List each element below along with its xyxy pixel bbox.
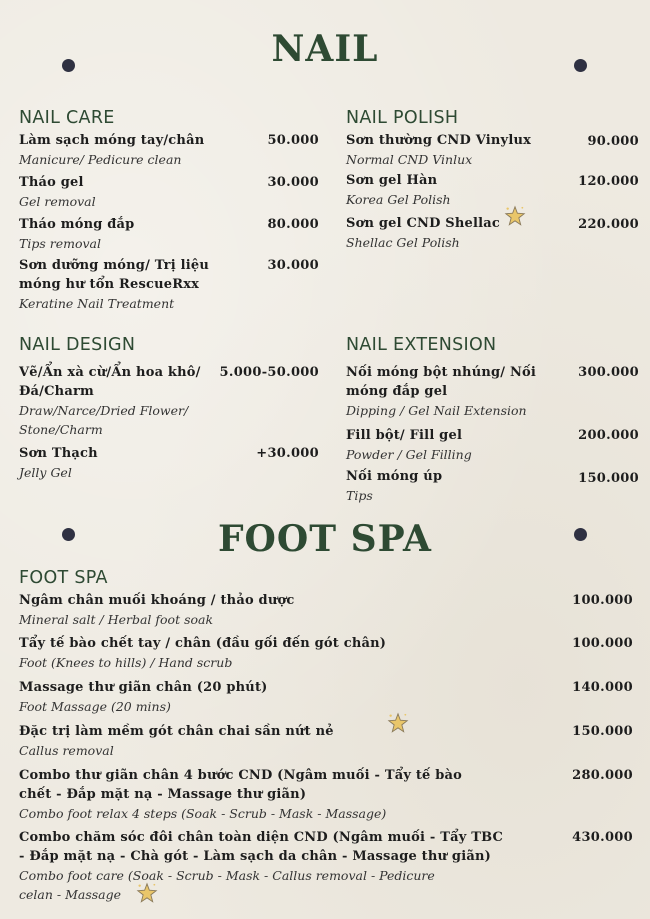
menu-item — [346, 467, 442, 505]
item-price: 430.000 — [572, 830, 633, 845]
menu-item — [19, 678, 268, 716]
item-name: Tháo gel — [19, 175, 84, 190]
item-subtitle: Manicure/ Pedicure clean — [19, 152, 182, 167]
item-name: Vẽ/Ẩn xà cừ/Ẩn hoa khô/ — [19, 365, 201, 380]
item-subtitle: Normal CND Vinlux — [346, 152, 473, 167]
item-price: 220.000 — [578, 217, 639, 232]
menu-item — [19, 131, 204, 169]
item-price: 80.000 — [267, 217, 319, 232]
menu-item — [346, 426, 472, 464]
title-nail: NAIL — [271, 28, 379, 70]
star-sparkle-icon — [387, 712, 409, 734]
item-price: 30.000 — [267, 175, 319, 190]
item-price: 120.000 — [578, 174, 639, 189]
item-name: Làm sạch móng tay/chân — [19, 133, 205, 148]
menu-item — [19, 766, 462, 823]
item-price: 5.000-50.000 — [219, 365, 319, 380]
item-name: Nối móng úp — [346, 469, 443, 484]
menu-item — [19, 215, 134, 253]
item-subtitle: Tips removal — [19, 236, 101, 251]
item-price: +30.000 — [256, 446, 319, 461]
menu-item — [19, 828, 503, 904]
heading-nail-extension: NAIL EXTENSION — [346, 335, 497, 355]
item-subtitle: Powder / Gel Filling — [346, 447, 472, 462]
item-price: 140.000 — [572, 680, 633, 695]
item-name: móng hư tổn RescueRxx — [19, 277, 200, 292]
item-subtitle: Keratine Nail Treatment — [19, 296, 175, 311]
decor-dot — [62, 528, 75, 541]
heading-nail-design: NAIL DESIGN — [19, 335, 136, 355]
item-subtitle: Mineral salt / Herbal foot soak — [19, 612, 214, 627]
menu-item — [19, 363, 201, 439]
item-price: 90.000 — [587, 134, 639, 149]
item-price: 300.000 — [578, 365, 639, 380]
star-sparkle-icon — [504, 205, 526, 227]
decor-dot — [574, 59, 587, 72]
item-name: - Đắp mặt nạ - Chà gót - Làm sạch da chân - Massage thư giãn) — [19, 849, 491, 864]
item-name: Sơn gel CND Shellac — [346, 216, 501, 231]
item-subtitle: Combo foot care (Soak - Scrub - Mask - Callus removal - Pedicure — [19, 868, 435, 883]
item-subtitle: Foot Massage (20 mins) — [19, 699, 171, 714]
item-price: 100.000 — [572, 593, 633, 608]
menu-item — [19, 173, 96, 211]
item-subtitle: Dipping / Gel Nail Extension — [346, 403, 527, 418]
item-price: 200.000 — [578, 428, 639, 443]
item-subtitle: Gel removal — [19, 194, 96, 209]
item-subtitle: Korea Gel Polish — [346, 192, 451, 207]
menu-item — [346, 363, 536, 420]
menu-item — [346, 214, 500, 252]
item-price: 150.000 — [572, 724, 633, 739]
item-name: Nối móng bột nhúng/ Nối — [346, 365, 537, 380]
item-name: Sơn Thạch — [19, 446, 98, 461]
item-name: Tháo móng đắp — [19, 217, 135, 232]
item-subtitle: Combo foot relax 4 steps (Soak - Scrub - Mask - Massage) — [19, 806, 387, 821]
item-name: móng đắp gel — [346, 384, 448, 399]
heading-nail-care: NAIL CARE — [19, 108, 115, 128]
item-price: 150.000 — [578, 471, 639, 486]
item-subtitle: Draw/Narce/Dried Flower/ — [19, 403, 189, 418]
item-name: Massage thư giãn chân (20 phút) — [19, 680, 268, 695]
item-price: 100.000 — [572, 636, 633, 651]
item-price: 30.000 — [267, 258, 319, 273]
menu-item — [19, 256, 209, 313]
item-name: Sơn thường CND Vinylux — [346, 133, 532, 148]
item-name: chết - Đắp mặt nạ - Massage thư giãn) — [19, 787, 307, 802]
star-sparkle-icon — [136, 882, 158, 904]
item-name: Fill bột/ Fill gel — [346, 428, 463, 443]
item-subtitle: Jelly Gel — [19, 465, 72, 480]
menu-item — [19, 591, 295, 629]
menu-item — [19, 634, 386, 672]
item-name: Tẩy tế bào chết tay / chân (đầu gối đến gót chân) — [19, 636, 387, 651]
item-price: 280.000 — [572, 768, 633, 783]
item-subtitle: Callus removal — [19, 743, 114, 758]
item-name: Ngâm chân muối khoáng / thảo dược — [19, 593, 295, 608]
menu-item — [346, 171, 451, 209]
item-name: Sơn gel Hàn — [346, 173, 438, 188]
item-subtitle: Shellac Gel Polish — [346, 235, 460, 250]
item-subtitle: celan - Massage — [19, 887, 122, 902]
heading-foot-spa: FOOT SPA — [19, 568, 108, 588]
decor-dot — [62, 59, 75, 72]
item-subtitle: Tips — [346, 488, 373, 503]
decor-dot — [574, 528, 587, 541]
menu-item — [19, 722, 334, 760]
item-name: Sơn dưỡng móng/ Trị liệu — [19, 258, 209, 273]
heading-nail-polish: NAIL POLISH — [346, 108, 459, 128]
item-name: Đá/Charm — [19, 384, 94, 399]
item-price: 50.000 — [267, 133, 319, 148]
item-subtitle: Stone/Charm — [19, 422, 103, 437]
menu-item — [19, 444, 98, 482]
menu-item — [346, 131, 531, 169]
item-name: Combo chăm sóc đôi chân toàn diện CND (Ngâm muối - Tẩy TBC — [19, 830, 504, 845]
title-foot-spa: FOOT SPA — [218, 518, 432, 560]
item-name: Đặc trị làm mềm gót chân chai sần nứt nẻ — [19, 724, 334, 739]
item-subtitle: Foot (Knees to hills) / Hand scrub — [19, 655, 233, 670]
item-name: Combo thư giãn chân 4 bước CND (Ngâm muối - Tẩy tế bào — [19, 768, 462, 783]
